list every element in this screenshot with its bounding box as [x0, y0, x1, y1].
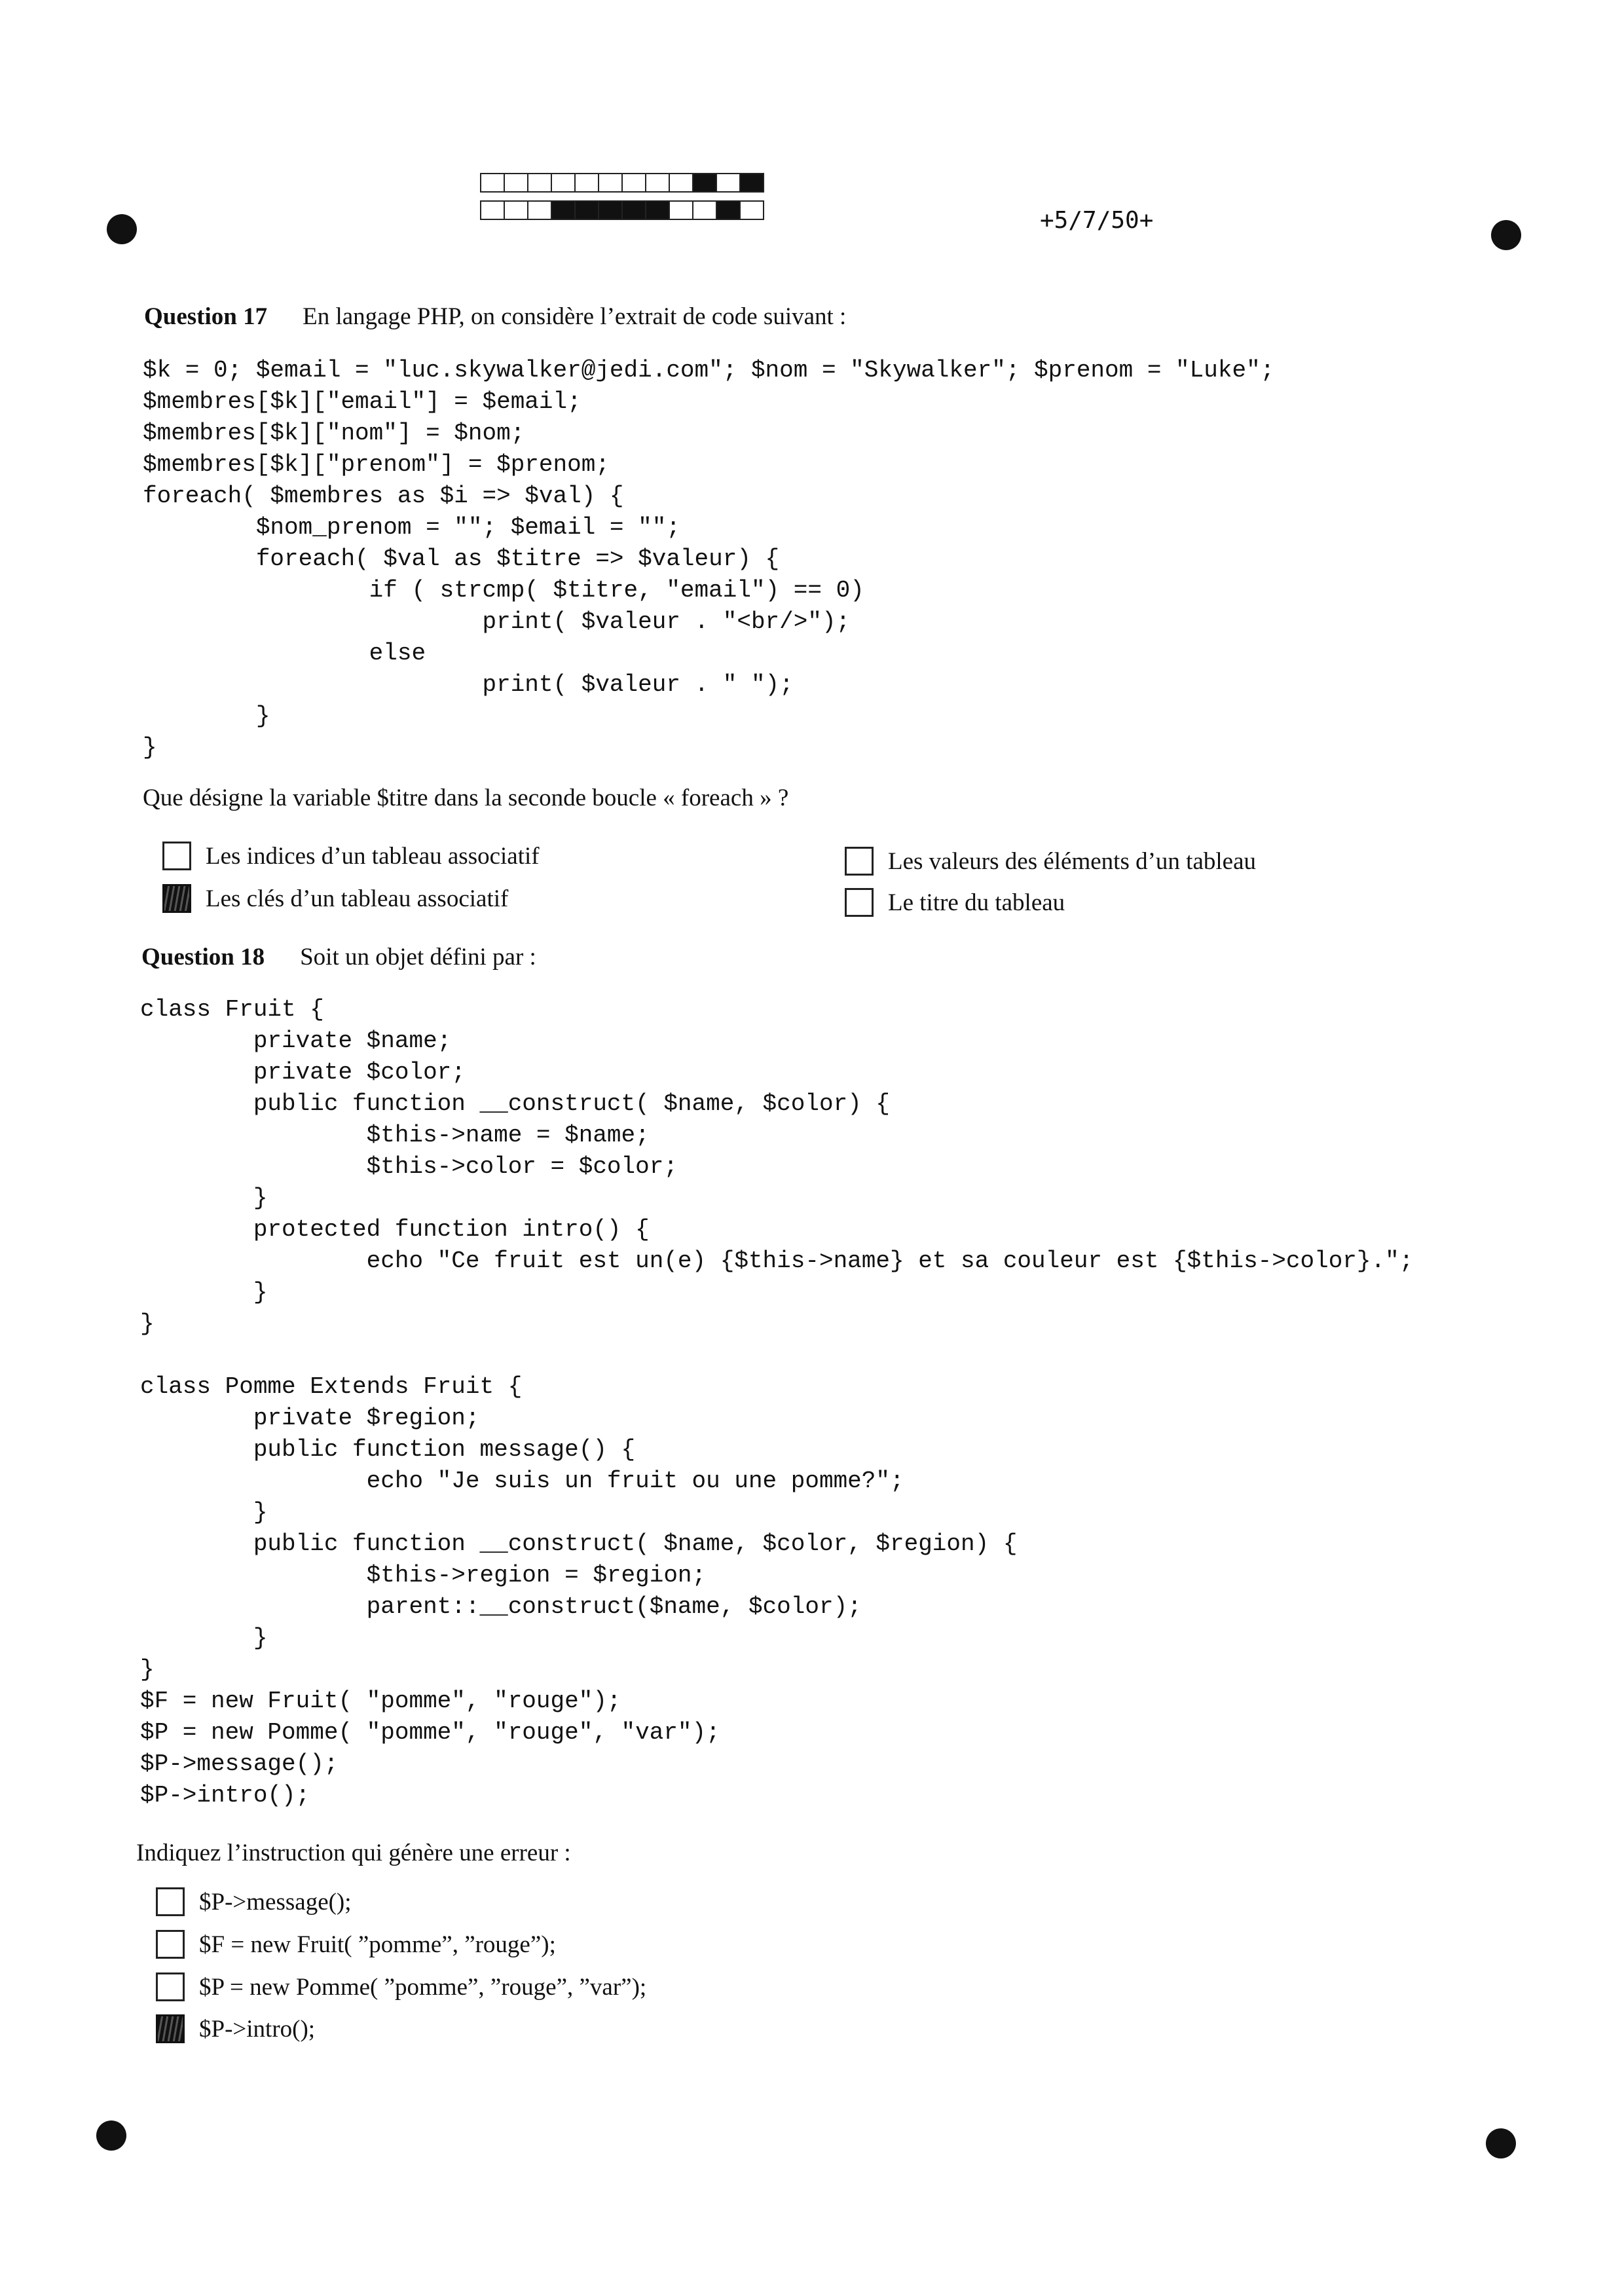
q17-checkbox-valeurs[interactable]: [845, 847, 874, 876]
barcode-cell: [692, 200, 717, 220]
barcode-row-2: [480, 200, 763, 220]
barcode-cell: [621, 200, 646, 220]
barcode-cell: [739, 200, 764, 220]
registration-mark-top-left: [107, 214, 137, 244]
question-18-code: class Fruit { private $name; private $color; public function __construct( $name, $color) { $this->name = $name; $this->color = $color; } protected function intro() { echo "Ce fruit est un(e) {$this->name} et sa couleur est {$this->color}."; } } class Pomme Extends Fruit { private $region; public function message() { echo "Je suis un fruit ou une pomme?"; } public function __construct( $name, $color, $region) { $this->region = $region; parent::__construct($name, $color); } } $F = new Fruit( "pomme", "rouge"); $P = new Pomme( "pomme", "rouge", "var"); $P->message(); $P->intro();: [140, 996, 1414, 1809]
q17-choice-cles[interactable]: [162, 884, 508, 913]
q17-choice-label: Les clés d’un tableau associatif: [206, 885, 509, 912]
barcode-cell: [645, 173, 670, 193]
q17-checkbox-titre[interactable]: [845, 888, 874, 917]
question-17-intro: En langage PHP, on considère l’extrait de code suivant :: [303, 303, 847, 330]
q18-checkbox-new-fruit[interactable]: [156, 1930, 185, 1959]
barcode-cell: [621, 173, 646, 193]
barcode-row-1: [480, 173, 763, 193]
q18-choice-label: $P->message();: [199, 1888, 352, 1916]
barcode-cell: [527, 200, 552, 220]
barcode-cell: [739, 173, 764, 193]
question-18-prompt: Indiquez l’instruction qui génère une erreur :: [136, 1840, 571, 1866]
q17-choice-valeurs[interactable]: [845, 847, 1256, 876]
barcode-cell: [527, 173, 552, 193]
q18-checkbox-intro-checked[interactable]: [156, 2014, 185, 2043]
question-18-number: Question 18: [141, 944, 265, 971]
question-18-header: [141, 943, 536, 971]
barcode-cell: [574, 173, 599, 193]
q18-choice-message[interactable]: [156, 1887, 352, 1916]
barcode-cell: [480, 200, 505, 220]
barcode-cell: [551, 200, 576, 220]
registration-mark-bottom-left: [96, 2120, 126, 2151]
barcode-cell: [504, 173, 528, 193]
barcode-cell: [480, 173, 505, 193]
q18-choice-intro[interactable]: [156, 2014, 315, 2043]
q18-choice-label: $P->intro();: [199, 2015, 316, 2043]
barcode-cell: [598, 200, 623, 220]
question-17-header: [144, 303, 846, 331]
registration-mark-bottom-right: [1486, 2128, 1516, 2158]
q17-checkbox-indices[interactable]: [162, 842, 191, 870]
barcode-cell: [598, 173, 623, 193]
q17-choice-titre[interactable]: [845, 888, 1065, 917]
q18-checkbox-message[interactable]: [156, 1887, 185, 1916]
question-17-code: $k = 0; $email = "luc.skywalker@jedi.com"; $nom = "Skywalker"; $prenom = "Luke"; $membres[$k]["email"] = $email; $membres[$k]["nom"] = $nom; $membres[$k]["prenom"] = $prenom; foreach( $membres as $i => $val) { $nom_prenom = ""; $email = ""; foreach( $val as $titre => $valeur) { if ( strcmp( $titre, "email") == 0) print( $valeur . "<br/>"); else print( $valeur . " "); } }: [143, 357, 1275, 761]
barcode-cell: [645, 200, 670, 220]
registration-mark-top-right: [1491, 220, 1521, 250]
barcode-cell: [716, 173, 741, 193]
q18-choice-new-fruit[interactable]: [156, 1930, 556, 1959]
page-id: +5/7/50+: [1040, 207, 1154, 234]
barcode-cell: [692, 173, 717, 193]
q17-choice-label: Les indices d’un tableau associatif: [206, 842, 540, 870]
q17-choice-label: Le titre du tableau: [888, 889, 1065, 916]
barcode-cell: [551, 173, 576, 193]
barcode-cell: [504, 200, 528, 220]
barcode-cell: [669, 173, 693, 193]
q17-checkbox-cles-checked[interactable]: [162, 884, 191, 913]
q18-choice-new-pomme[interactable]: [156, 1972, 646, 2001]
barcode-cell: [574, 200, 599, 220]
q17-choice-indices[interactable]: [162, 842, 540, 870]
barcode-cell: [669, 200, 693, 220]
q18-checkbox-new-pomme[interactable]: [156, 1972, 185, 2001]
q18-choice-label: $F = new Fruit( ”pomme”, ”rouge”);: [199, 1931, 556, 1958]
q17-choice-label: Les valeurs des éléments d’un tableau: [888, 847, 1256, 875]
question-17-number: Question 17: [144, 303, 268, 330]
q18-choice-label: $P = new Pomme( ”pomme”, ”rouge”, ”var”);: [199, 1973, 647, 2001]
question-18-intro: Soit un objet défini par :: [300, 944, 536, 971]
barcode-cell: [716, 200, 741, 220]
question-17-prompt: Que désigne la variable $titre dans la seconde boucle « foreach » ?: [143, 785, 789, 811]
